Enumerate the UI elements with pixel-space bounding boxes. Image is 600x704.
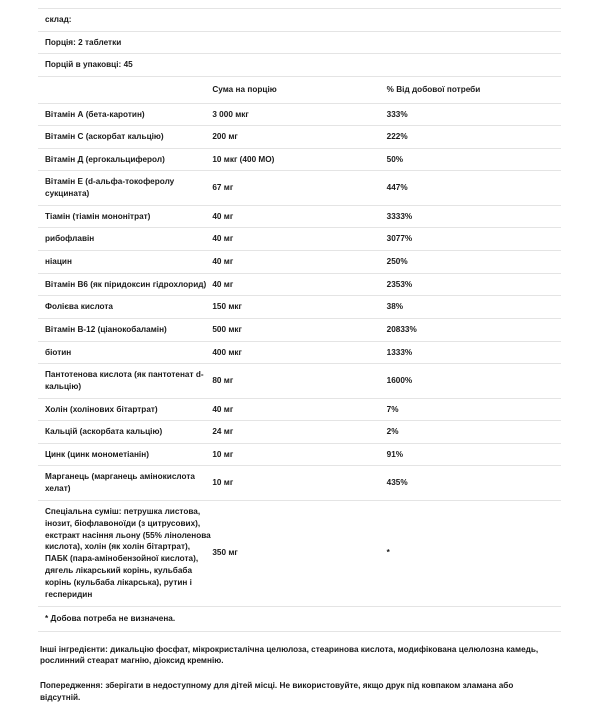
table-row (38, 126, 561, 149)
table-row (38, 443, 561, 466)
nutrient-amount: 80 мг (212, 376, 234, 386)
nutrient-dv: 222% (386, 132, 408, 142)
composition-label: склад: (45, 15, 72, 24)
nutrient-dv: 50% (386, 154, 404, 164)
servings-per-container-row (38, 54, 561, 77)
warning-text: Попередження: зберігати в недоступному для дітей місці. Не використовуйте, якщо друк під ковпаком зламана або відсутній. (40, 681, 514, 703)
header-percent-daily-value: % Від добової потреби (386, 84, 481, 94)
table-row (38, 318, 561, 341)
nutrient-dv: 2% (386, 427, 399, 437)
composition-row (38, 9, 561, 32)
nutrient-name: Вітамін B-12 (ціанокобаламін) (45, 324, 167, 334)
nutrient-amount: 40 мг (212, 234, 234, 244)
nutrient-name: Цинк (цинк монометіанін) (45, 449, 149, 459)
nutrient-amount: 200 мг (212, 132, 238, 142)
table-header-row (38, 76, 561, 103)
nutrient-name: Вітамін Д (ергокальциферол) (45, 154, 165, 164)
nutrient-amount: 40 мг (212, 257, 234, 267)
nutrient-dv: 435% (386, 478, 408, 488)
nutrient-name: Вітамін С (аскорбат кальцію) (45, 132, 164, 142)
nutrient-amount: 67 мг (212, 183, 234, 193)
table-row (38, 273, 561, 296)
nutrient-amount: 3 000 мкг (212, 109, 249, 119)
table-row (38, 228, 561, 251)
table-row (38, 398, 561, 421)
nutrient-name: Пантотенова кислота (як пантотенат d-кальцію) (45, 370, 204, 391)
table-row (38, 341, 561, 364)
table-row (38, 421, 561, 444)
nutrient-dv: 38% (386, 302, 404, 312)
supplement-facts-table (38, 8, 561, 632)
nutrient-name: Кальцій (аскорбата кальцію) (45, 427, 163, 437)
table-row (38, 364, 561, 398)
nutrient-name: Спеціальна суміш: петрушка листова, інозит, біофлавоноїди (з цитрусових), екстракт насіння льону (55% ліноленова кислота), холін (як холін бітартрат), ПАБК (пара-амінобензойної кислота), дягель лікарський корінь, кульбаба корінь (кульбаба лікарська), рутин і гесперидин (45, 506, 211, 599)
footnote-row (38, 606, 561, 631)
header-amount-per-serving: Сума на порцію (212, 84, 277, 94)
table-row (38, 500, 561, 606)
nutrient-name: Холін (холінових бітартрат) (45, 404, 158, 414)
nutrient-name: Фолієва кислота (45, 302, 113, 312)
nutrient-name: Вітамін B6 (як піридоксин гідрохлорид) (45, 279, 207, 289)
nutrient-amount: 10 мг (212, 478, 234, 488)
nutrient-dv: 1333% (386, 347, 413, 357)
nutrient-dv: 20833% (386, 324, 417, 334)
table-row (38, 148, 561, 171)
nutrient-amount: 10 мкг (400 МО) (212, 154, 275, 164)
nutrient-dv: 3077% (386, 234, 413, 244)
table-row (38, 466, 561, 500)
nutrient-amount: 40 мг (212, 211, 234, 221)
header-name-column (38, 76, 212, 103)
nutrient-dv: 3333% (386, 211, 413, 221)
nutrient-amount: 400 мкг (212, 347, 242, 357)
servings-per-container-label: Порцій в упаковці: 45 (45, 60, 133, 70)
serving-size-row (38, 31, 561, 54)
supplement-facts-body (38, 9, 561, 632)
nutrient-amount: 150 мкг (212, 302, 242, 312)
nutrient-dv: 250% (386, 257, 408, 267)
table-row (38, 251, 561, 274)
nutrient-dv: 2353% (386, 279, 413, 289)
nutrient-amount: 500 мкг (212, 324, 242, 334)
table-row (38, 171, 561, 205)
nutrient-amount: 24 мг (212, 427, 234, 437)
nutrient-amount: 40 мг (212, 404, 234, 414)
nutrient-name: Тіамін (тіамін мононітрат) (45, 211, 151, 221)
nutrient-amount: 40 мг (212, 279, 234, 289)
nutrient-dv: 1600% (386, 376, 413, 386)
other-ingredients-text: Інші інгредієнти: дикальцію фосфат, мікрокристалічна целюлоза, стеаринова кислота, модифікована целюлозна камедь, рослинний стеарат магнію, діоксид кремнію. (40, 644, 539, 666)
table-row (38, 103, 561, 126)
nutrient-dv: 447% (386, 183, 408, 193)
daily-value-footnote: * Добова потреба не визначена. (45, 613, 176, 623)
nutrient-dv: 7% (386, 404, 399, 414)
supplement-facts-page (0, 8, 600, 703)
nutrient-name: Вітамін Е (d-альфа-токоферолу сукцината) (45, 177, 175, 199)
nutrient-name: біотин (45, 347, 72, 357)
nutrient-name: Вітамін А (бета-каротин) (45, 109, 145, 119)
nutrient-name: Марганець (марганець амінокислота хелат) (45, 472, 195, 494)
serving-size-label: Порція: 2 таблетки (45, 37, 122, 47)
nutrient-amount: 350 мг (212, 548, 238, 558)
nutrient-name: ніацин (45, 257, 72, 267)
table-row (38, 296, 561, 319)
nutrient-name: рибофлавін (45, 234, 95, 244)
nutrient-dv: 333% (386, 109, 408, 119)
nutrient-dv: 91% (386, 449, 404, 459)
nutrient-amount: 10 мг (212, 449, 234, 459)
table-row (38, 205, 561, 228)
nutrient-dv: * (386, 548, 390, 558)
